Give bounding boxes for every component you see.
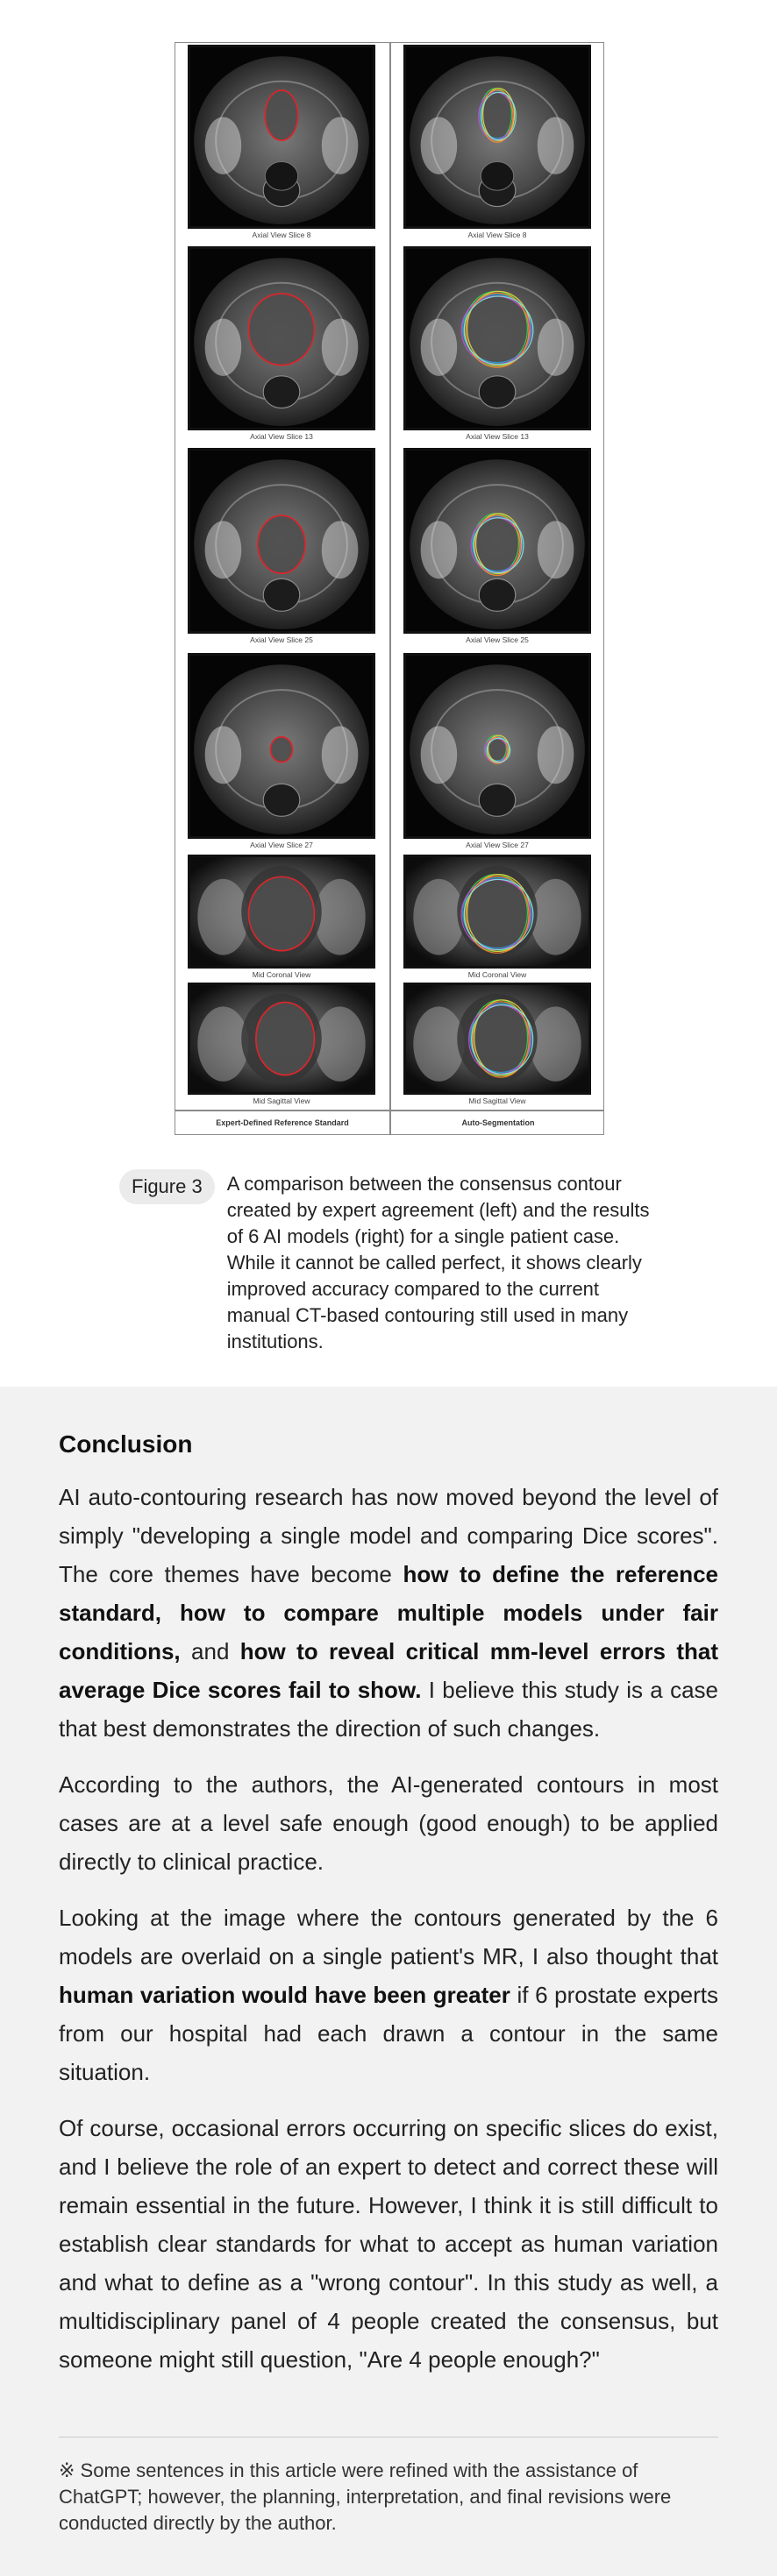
auto-panel-caption: Mid Sagittal View (468, 1096, 526, 1105)
paragraph-1-text-1: AI auto-contouring research has now moved beyond the level of simply "developing a single model and comparing Dice scores". The core themes have become (59, 1484, 718, 1587)
footnote-divider (59, 2437, 718, 2438)
expert-mri-panel (188, 45, 375, 229)
figure-footer-right: Auto-Segmentation (461, 1118, 535, 1127)
footnote: ※ Some sentences in this article were refined with the assistance of ChatGPT; however, the planning, interpretation, and final revisions were conducted directly by the author. (59, 2459, 672, 2534)
conclusion-heading: Conclusion (59, 1430, 193, 1458)
auto-mri-panel (403, 983, 591, 1095)
auto-panel-caption: Axial View Slice 25 (466, 635, 529, 644)
conclusion-body (59, 1478, 718, 2396)
expert-mri-panel (188, 448, 375, 634)
expert-panel-caption: Axial View Slice 8 (252, 231, 311, 239)
paragraph-3-bold-1: human variation would have been greater (59, 1982, 510, 2008)
paragraph-3-text-2: if 6 prostate experts from our hospital had each drawn a contour in the same situation. (59, 1982, 719, 2085)
expert-mri-panel (188, 983, 375, 1095)
paragraph-1-text-2: and (180, 1638, 240, 1664)
paragraph-1 (59, 1478, 718, 1748)
expert-panel-caption: Axial View Slice 27 (250, 841, 313, 849)
figure-caption-row (119, 1171, 663, 1355)
paragraph-1-text-3: I believe this study is a case that best demonstrates the direction of such changes. (59, 1677, 718, 1742)
auto-panel-caption: Mid Coronal View (467, 970, 527, 979)
paragraph-1-bold-1: how to define the reference standard, how to compare multiple models under fair conditions, (59, 1561, 718, 1664)
auto-panel-caption: Axial View Slice 27 (466, 841, 529, 849)
figure-tag: Figure 3 (119, 1169, 215, 1204)
expert-mri-panel (188, 653, 375, 839)
paragraph-4: Of course, occasional errors occurring on specific slices do exist, and I believe the role of an expert to detect and correct these will remain essential in the future. However, I think it is still difficult to establish clear standards for what to accept as human variation and what to define as a "wrong contour". In this study as well, a multidisciplinary panel of 4 people created the consensus, but someone might still question, "Are 4 people enough?" (59, 2115, 718, 2373)
auto-mri-panel (403, 45, 591, 229)
paragraph-2: According to the authors, the AI-generated contours in most cases are at a level safe enough (good enough) to be applied directly to clinical practice. (59, 1771, 718, 1875)
expert-panel-caption: Axial View Slice 25 (250, 635, 313, 644)
expert-mri-panel (188, 855, 375, 969)
auto-mri-panel (403, 653, 591, 839)
paragraph-3-text-1: Looking at the image where the contours generated by the 6 models are overlaid on a single patient's MR, I also thought that (59, 1905, 718, 1969)
figure-caption: A comparison between the consensus contour created by expert agreement (left) and the results of 6 AI models (right) for a single patient case. While it cannot be called perfect, it shows clearly improved accuracy compared to the current manual CT-based contouring still used in many institutions. (226, 1173, 650, 1352)
expert-panel-caption: Axial View Slice 13 (250, 432, 313, 441)
auto-panel-caption: Axial View Slice 8 (467, 231, 527, 239)
auto-mri-panel (403, 246, 591, 430)
expert-panel-caption: Mid Coronal View (252, 970, 311, 979)
paragraph-1-bold-2: how to reveal critical mm-level errors that average Dice scores fail to show. (59, 1638, 719, 1703)
paragraph-3 (59, 1898, 718, 2091)
conclusion-section (0, 1387, 777, 2576)
expert-mri-panel (188, 246, 375, 430)
figure-footer-left: Expert-Defined Reference Standard (216, 1118, 349, 1127)
expert-panel-caption: Mid Sagittal View (253, 1096, 310, 1105)
auto-mri-panel (403, 448, 591, 634)
figure-image (175, 42, 604, 1135)
figure-column-divider (389, 43, 391, 1134)
auto-panel-caption: Axial View Slice 13 (466, 432, 529, 441)
auto-mri-panel (403, 855, 591, 969)
